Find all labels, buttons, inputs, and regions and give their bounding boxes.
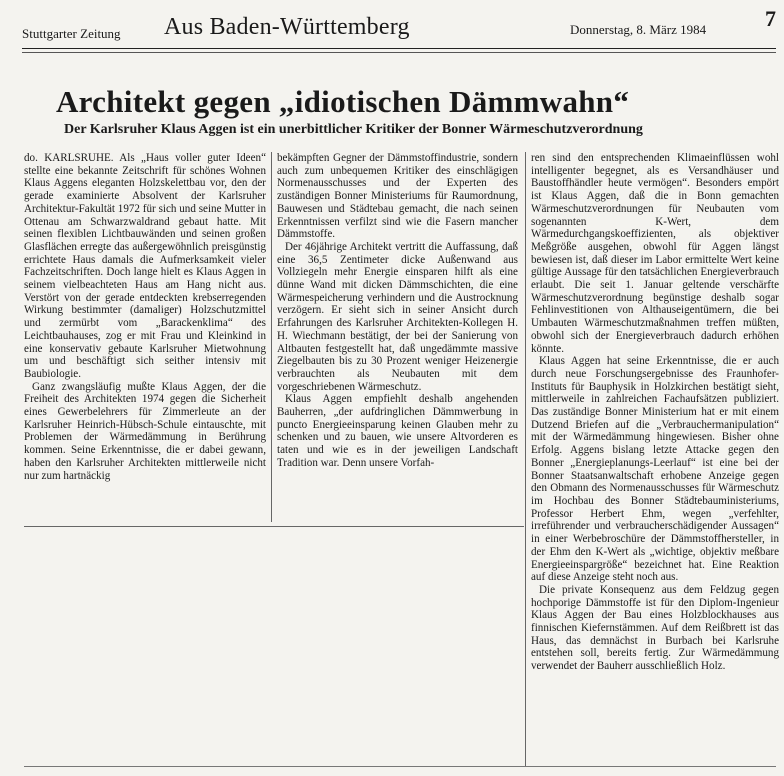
column-divider [271,152,272,522]
masthead-rule-thin [22,52,776,53]
article-column-3 [531,152,779,673]
subheadline: Der Karlsruher Klaus Aggen ist ein unerbittlicher Kritiker der Bonner Wärmeschutzverordnung [64,122,643,137]
masthead-rule [22,48,776,49]
column-divider [525,152,526,766]
section-title: Aus Baden-Württemberg [164,14,410,40]
masthead [22,6,776,46]
paragraph: Klaus Aggen empfiehlt deshalb angehenden Bauherren, „der aufdringlichen Dämmwerbung in puncto Energieeinsparung keinen Glauben mehr zu schenken und zu bauen, wie unsere Altvorderen es taten und wie es in der jeweiligen Landschaft Tradition war. Denn unsere Vorfah- [277,393,518,469]
paragraph: Der 46jährige Architekt vertritt die Auffassung, daß eine 36,5 Zentimeter dicke Außenwand aus Vollziegeln mehr Energie einsparen hilft als eine dünne Wand mit dicken Dämmschichten, die eine Wärmespeicherung verhindern und die Austrocknung verzögern. Er sieht sich in seiner Ansicht durch Erfahrungen des Karlsruher Architekten-Kollegen H. H. Wiechmann bestätigt, der bei der Sanierung von Altbauten festgestellt hat, daß ungedämmte massive Ziegelbauten bis zu 30 Prozent weniger Heizenergie verbrauchten als Neubauten mit dem vorgeschriebenen Wärmeschutz. [277,240,518,393]
page-bottom-rule [24,766,776,767]
article-column-2 [277,152,518,470]
paragraph: Ganz zwangsläufig mußte Klaus Aggen, der die Freiheit des Architekten 1974 gegen die Sicherheit eines Gewerbelehrers für Zimmerleute an der Karlsruher Heinrich-Hübsch-Schule eintauschte, mit Problemen der Wärmedämmung in Berührung kommen. Seine Erkenntnisse, die er dabei gewann, haben den Karlsruher Architekten mittlerweile nicht nur zum hartnäckig [24,380,266,482]
paragraph: Klaus Aggen hat seine Erkenntnisse, die er auch durch neue Forschungsergebnisse des Fraunhofer-Instituts für Bauphysik in Holzkirchen bestätigt sieht, mittlerweile in zahlreichen Fachaufsätzen publiziert. Das zuständige Bonner Ministerium hat er mit einem Dutzend Briefen auf die „Verbrauchermanipulation“ mit der Wärmedämmung hingewiesen. Bisher ohne Erfolg. Aggens bislang letzte Attacke gegen den Bonner „Energieplanungs-Leerlauf“ ist eine bei der Bonner Staatsanwaltschaft erhobene Anzeige gegen den Obmann des Normenausschusses für Wärmeschutz im Hochbau des Bonner Städtebauministeriums, Professor Herbert Ehm, wegen „verfehlter, irreführender und verbraucherschädigender Aussagen“ in einer Werbebroschüre der Dämmstoffhersteller, in der Ehm den K-Wert als „wichtige, objektiv meßbare Energieeinspargröße“ bezeichnet hat. Eine Reaktion auf diese Anzeige steht noch aus. [531,355,779,584]
issue-date: Donnerstag, 8. März 1984 [570,22,707,37]
paragraph: Die private Konsequenz aus dem Feldzug gegen hochporige Dämmstoffe ist für den Diplom-Ingenieur Klaus Aggen der Bau eines Holzblockhauses aus finnischen Kiefernstämmen. Auf dem Reißbrett ist das Haus, das demnächst in Burbach bei Karlsruhe entstehen soll, bereits fertig. Zur Wärmedämmung verwendet der Bauherr ausschließlich Holz. [531,583,779,673]
article-column-1 [24,152,266,482]
paragraph: ren sind den entsprechenden Klimaeinflüssen wohl intelligenter begegnet, als es Versandhäuser und Baustoffhändler heute vermögen“. Besonders empört ist Klaus Aggen, daß die in Bonn gemachten Wärmeschutzverordnungen für Neubauten vom sogenannten K-Wert, dem Wärmedurchgangskoeffizienten, als objektiver Meßgröße ausgehen, obwohl für Aggen längst bewiesen ist, daß dieser im Labor ermittelte Wert keine gültige Aussage für den tatsächlichen Energieverbrauch erlaubt. Die seit 1. Januar geltende verschärfte Wärmeschutzverordnung begünstige deshalb sogar Fehlinvestitionen von Althauseigentümern, die bei Umbauten Wärmeschutzmaßnahmen treffen müßten, obwohl sich der Energieverbrauch dadurch erhöhen könnte. [531,152,779,355]
paragraph: do. KARLSRUHE. Als „Haus voller guter Ideen“ stellte eine bekannte Zeitschrift für schönes Wohnen Klaus Aggens eleganten Holzskelettbau vor, den der gerade examinierte Absolvent der Karlsruher Architektur-Fakultät 1972 für sich und seine Mutter in Ottenau am Schwarzwaldrand gebaut hatte. Mit seinen flexiblen Lichtbauwänden und seinen großen Glasflächen erregte das außergewöhnlich preisgünstig errichtete Haus damals die Aufmerksamkeit vieler Fachzeitschriften. Doch lange hielt es Klaus Aggen in seinem vielbeachteten Haus am Hang nicht aus. Verstört von der gerade entdeckten krebserregenden Wirkung bestimmter (damaliger) Holzschutzmittel und zermürbt vom „Barackenklima“ des Leichtbauhauses, zog er mit Frau und Kleinkind in eine konservativ gebaute Karlsruher Mietwohnung um und beschäftigt sich seither intensiv mit Baubiologie. [24,152,266,380]
headline: Architekt gegen „idiotischen Dämmwahn“ [56,84,630,119]
paragraph: bekämpften Gegner der Dämmstoffindustrie, sondern auch zum unbequemen Kritiker des einschlägigen Normenausschusses und der Experten des zuständigen Bonner Ministeriums für Raumordnung, Bauwesen und Städtebau gemacht, die nach seinen Erkenntnissen verfilzt sind wie die Fasern mancher Dämmstoffe. [277,152,518,241]
article-cut-line [24,526,524,527]
newspaper-name: Stuttgarter Zeitung [22,26,121,41]
page-number: 7 [765,6,776,31]
